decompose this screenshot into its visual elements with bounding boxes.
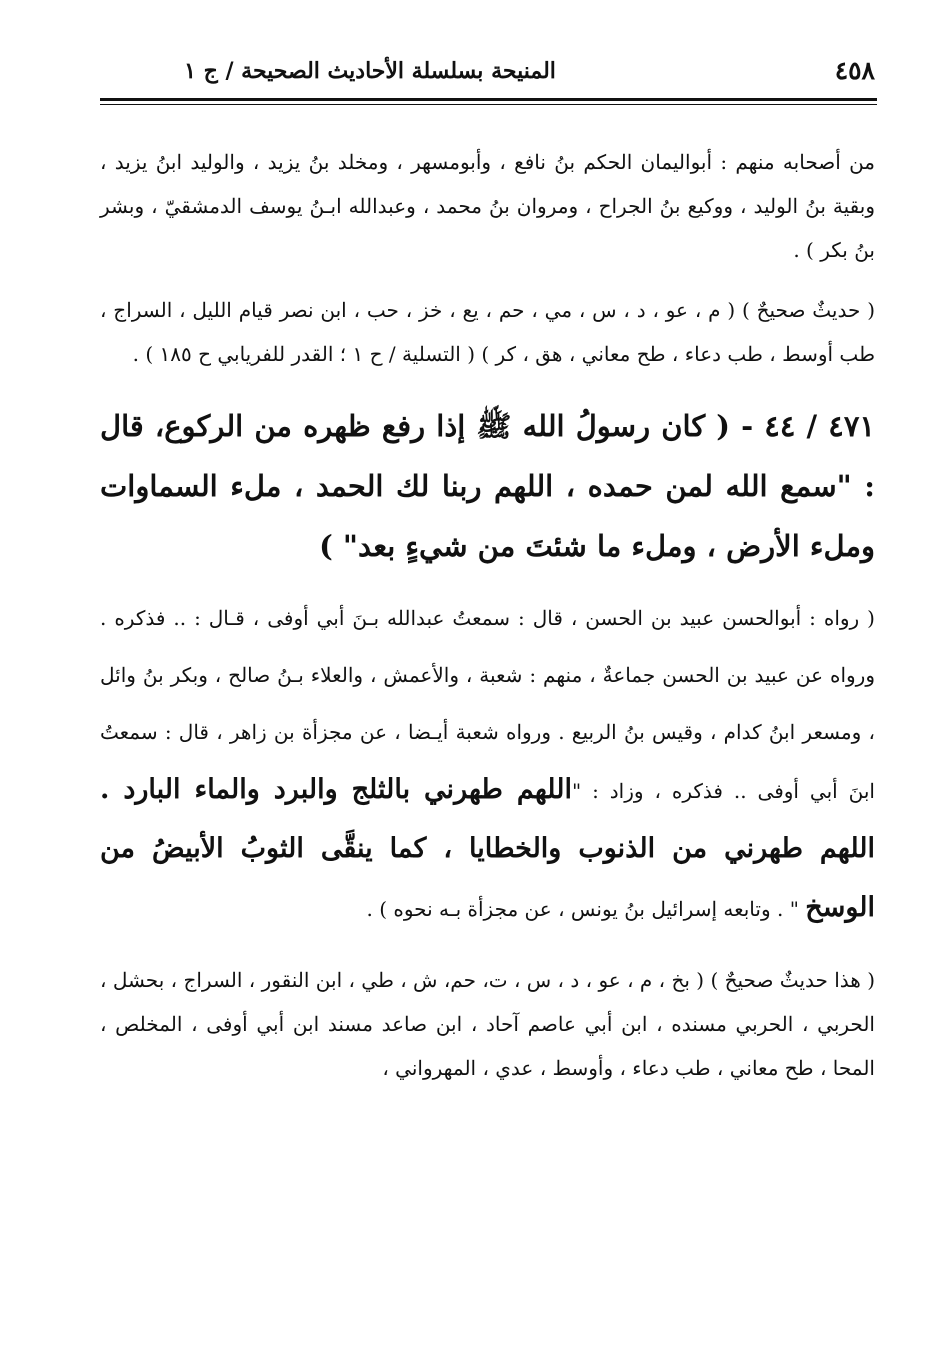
riwaya-closing: " . وتابعه إسرائيل بنُ يونس ، عن مجزأة بـه نحوه ) .: [366, 897, 806, 921]
hadith-text: ٤٧١ / ٤٤ - ( كان رسولُ الله ﷺ إذا رفع ظهره من الركوع، قال : "سمع الله لمن حمده ، اللهم ربنا لك الحمد ، ملء السماوات وملء الأرض ، وملء ما شئتَ من شيءٍ بعد" ): [100, 409, 875, 563]
running-title: المنيحة بسلسلة الأحاديث الصحيحة / ج ١: [184, 58, 556, 84]
header-rule: [100, 98, 877, 101]
riwaya-paragraph: [100, 590, 875, 938]
riwaya-quoted-dua: اللهم طهرني بالثلج والبرد والماء البارد . اللهم طهرني من الذنوب والخطايا ، كما ينقَّى الثوبُ الأبيضُ من الوسخ: [100, 774, 875, 923]
header-rule-thin: [100, 104, 877, 105]
page-body: [100, 140, 875, 1090]
grading-paragraph: ( حديثٌ صحيحٌ ) ( م ، عو ، د ، س ، مي ، حم ، يع ، خز ، حب ، ابن نصر قيام الليل ، السراج ، طب أوسط ، طب دعاء ، طح معاني ، هق ، كر ) ( التسلية / ح ١ ؛ القدر للفريابي ح ١٨٥ ) .: [100, 298, 875, 366]
page-header: [100, 52, 875, 92]
riwaya-intro: ( رواه : أبوالحسن عبيد بن الحسن ، قال : سمعتُ عبدالله بـنَ أبي أوفى ، قـال : .. فذكره . ورواه عن عبيد بن الحسن جماعةٌ ، منهم : شعبة ، والأعمش ، والعلاء بـنُ صالح ، وبكر بنُ وائل ، ومسعر ابنُ كدام ، وقيس بنُ الربيع . ورواه شعبة أيـضا ، عن مجزأة بن زاهر ، قال : سمعتُ ابنَ أبي أوفى .. فذكره ، وزاد : ": [100, 606, 876, 803]
page-number: ٤٥٨: [834, 56, 875, 85]
narrators-paragraph: من أصحابه منهم : أبواليمان الحكم بنُ نافع ، وأبومسهر ، ومخلد بنُ يزيد ، والوليد ابنُ يزيد ، وبقية بنُ الوليد ، ووكيع بنُ الجراح ، ومروان بنُ محمد ، وعبدالله ابـنُ يوسف الدمشقيّ ، وبشر بنُ بكر ) .: [100, 150, 875, 262]
sources-paragraph: ( هذا حديثٌ صحيحٌ ) ( بخ ، م ، عو ، د ، س ، ت، حم، ش ، طي ، ابن النقور ، السراج ، بحشل ، الحربي ، الحربي مسنده ، ابن أبي عاصم آحاد ، ابن صاعد مسند ابن أبي أوفى ، المخلص ، المحا ، طح معاني ، طب دعاء ، وأوسط ، عدي ، المهرواني ،: [100, 968, 875, 1080]
